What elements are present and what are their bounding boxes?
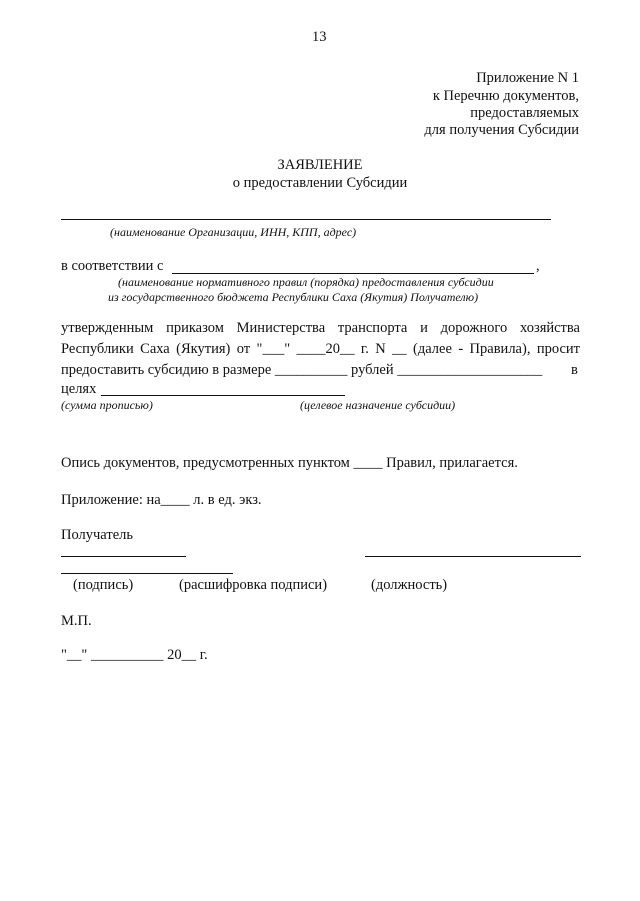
purpose-field-line: [101, 395, 345, 396]
amount-caption: (сумма прописью): [61, 398, 153, 412]
signature-caption: (подпись): [73, 577, 134, 593]
page-number: 13: [312, 29, 327, 45]
rules-caption-line-2: из государственного бюджета Республики Саха (Якутия) Получателю): [108, 290, 479, 304]
appendix-line-1: Приложение N 1: [476, 70, 579, 86]
recipient-label: Получатель: [61, 527, 133, 543]
body-line-1: утвержденным приказом Министерства транспорта и дорожного хозяйства: [61, 320, 580, 336]
body-line-4-label: целях: [61, 381, 97, 397]
decoding-caption: (расшифровка подписи): [179, 577, 328, 593]
attachment-text: Приложение: на____ л. в ед. экз.: [61, 492, 262, 508]
purpose-caption: (целевое назначение субсидии): [300, 398, 456, 412]
position-caption: (должность): [371, 577, 448, 593]
date-line: "__" __________ 20__ г.: [61, 647, 208, 663]
accordance-label: в соответствии с: [61, 258, 164, 274]
position-line: [365, 556, 581, 557]
stamp-label: М.П.: [61, 613, 92, 629]
accordance-tail: ,: [536, 258, 540, 274]
decoding-line: [61, 573, 233, 574]
rules-field-line: [172, 273, 534, 274]
organization-field-line: [61, 219, 551, 220]
document-title: ЗАЯВЛЕНИЕ: [277, 157, 363, 173]
body-line-3-end: в: [571, 362, 578, 378]
inventory-text: Опись документов, предусмотренных пунктом ____ Правил, прилагается.: [61, 455, 518, 471]
body-line-3: предоставить субсидию в размере __________ рублей ____________________: [61, 362, 543, 378]
organization-caption: (наименование Организации, ИНН, КПП, адрес): [110, 225, 357, 239]
appendix-line-2: к Перечню документов,: [432, 88, 579, 104]
appendix-line-4: для получения Субсидии: [424, 122, 579, 138]
rules-caption-line-1: (наименование нормативного правил (порядка) предоставления субсидии: [118, 275, 494, 289]
body-line-2: Республики Саха (Якутия) от "___" ____20__ г. N __ (далее - Правила), просит: [61, 341, 580, 357]
appendix-line-3: предоставляемых: [470, 105, 579, 121]
document-subtitle: о предоставлении Субсидии: [232, 175, 408, 191]
signature-line: [61, 556, 186, 557]
